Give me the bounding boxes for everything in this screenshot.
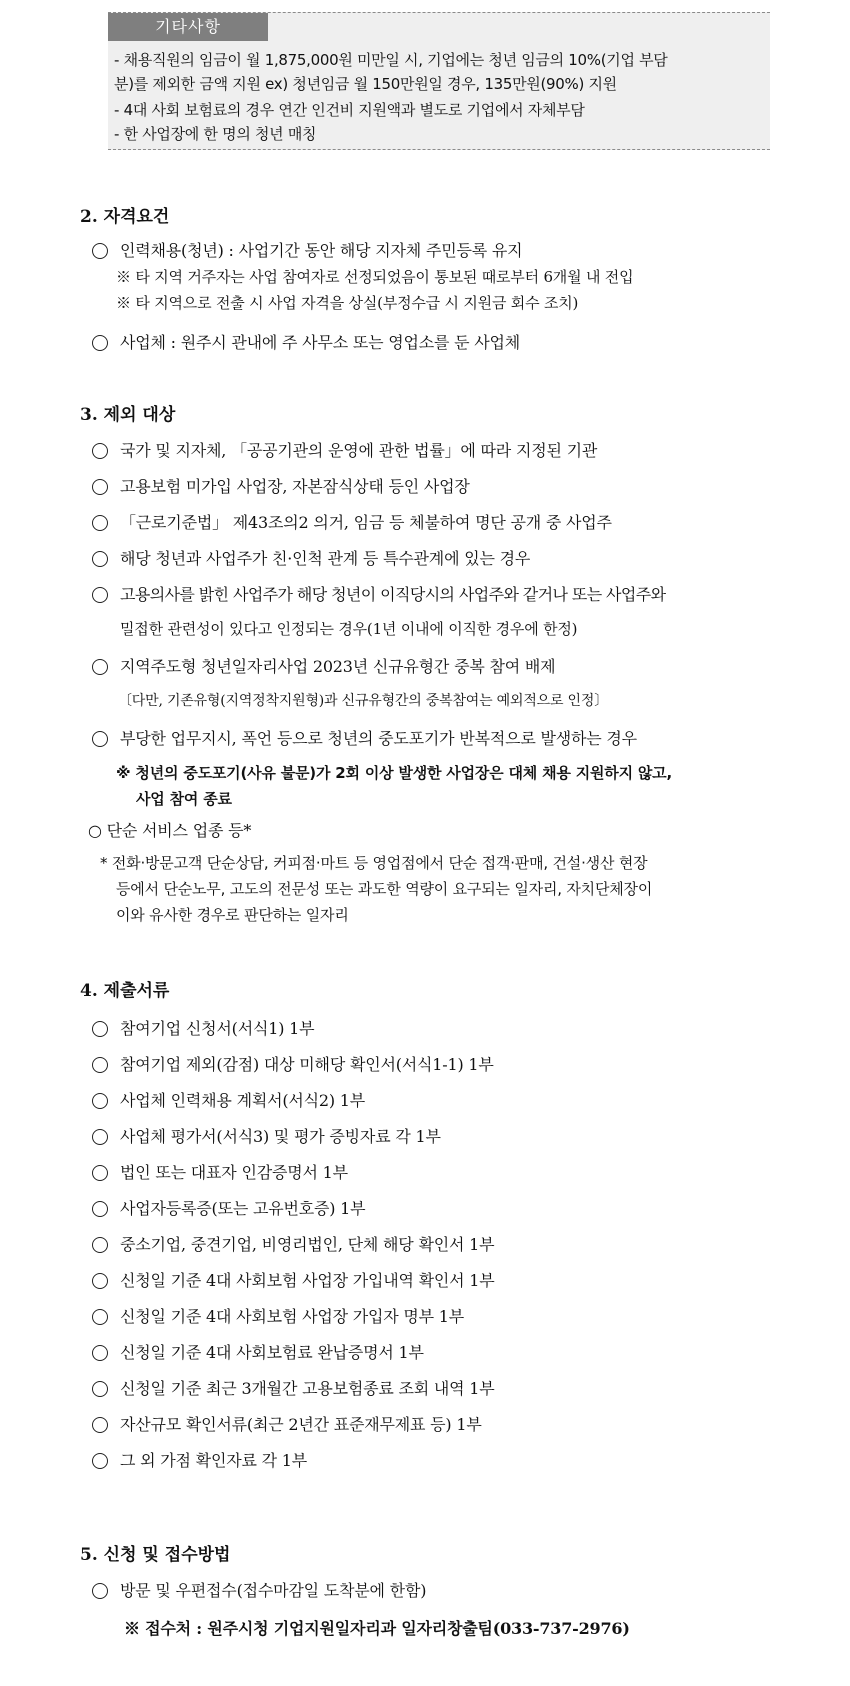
list-item: 해당 청년과 사업주가 친·인척 관계 등 특수관계에 있는 경우 [92,546,530,569]
section-title-exclusions: 3. 제외 대상 [80,405,176,425]
list-item: 국가 및 지자체, 「공공기관의 운영에 관한 법률」에 따라 지정된 기관 [92,438,597,461]
circle-bullet-icon [92,1129,108,1145]
circle-bullet-icon [92,551,108,567]
footnote-text: 이와 유사한 경우로 판단하는 일자리 [116,906,349,924]
list-item: 사업체 : 원주시 관내에 주 사무소 또는 영업소를 둔 사업체 [92,330,520,353]
circle-bullet-icon [92,1165,108,1181]
circle-bullet-icon [92,479,108,495]
footnote-text: 등에서 단순노무, 고도의 전문성 또는 과도한 역량이 요구되는 일자리, 자치단체장이 [116,880,653,898]
contact-info: ※ 접수처 : 원주시청 기업지원일자리과 일자리창출팀(033-737-2976) [124,1619,630,1638]
list-item: 신청일 기준 4대 사회보험료 완납증명서 1부 [92,1340,424,1363]
circle-bullet-icon [92,1417,108,1433]
note-line: 분)를 제외한 금액 지원 ex) 청년임금 월 150만원일 경우, 135만원(90%) 지원 [114,75,617,93]
list-item: 사업체 인력채용 계획서(서식2) 1부 [92,1088,365,1111]
circle-bullet-icon [92,335,108,351]
list-item: 인력채용(청년) : 사업기간 동안 해당 지자체 주민등록 유지 [92,238,522,261]
list-item: 방문 및 우편접수(접수마감일 도착분에 한함) [92,1578,426,1601]
circle-bullet-icon [92,1273,108,1289]
circle-bullet-icon [92,1583,108,1599]
list-item: 신청일 기준 4대 사회보험 사업장 가입자 명부 1부 [92,1304,464,1327]
warning-text: ※ 청년의 중도포기(사유 불문)가 2회 이상 발생한 사업장은 대체 채용 지원하지 않고, [116,764,672,782]
list-item: 법인 또는 대표자 인감증명서 1부 [92,1160,348,1183]
list-item: 고용의사를 밝힌 사업주가 해당 청년이 이직당시의 사업주와 같거나 또는 사업주와 [92,582,665,605]
circle-bullet-icon [92,1381,108,1397]
list-item: 참여기업 신청서(서식1) 1부 [92,1016,314,1039]
circle-bullet-icon [92,1345,108,1361]
notes-tab-label: 기타사항 [108,13,268,41]
notes-box [108,12,770,150]
list-item: 참여기업 제외(감점) 대상 미해당 확인서(서식1-1) 1부 [92,1052,494,1075]
circle-bullet-icon [92,1309,108,1325]
note-text: ※ 타 지역으로 전출 시 사업 자격을 상실(부정수급 시 지원금 회수 조치) [116,294,579,312]
circle-bullet-icon [92,1093,108,1109]
circle-bullet-icon [92,587,108,603]
list-item-continuation: 밀접한 관련성이 있다고 인정되는 경우(1년 이내에 이직한 경우에 한정) [120,620,578,638]
note-text: ※ 타 지역 거주자는 사업 참여자로 선정되었음이 통보된 때로부터 6개월 내 전입 [116,268,634,286]
note-line: - 채용직원의 임금이 월 1,875,000원 미만일 시, 기업에는 청년 임금의 10%(기업 부담 [114,51,668,69]
section-title-qualifications: 2. 자격요건 [80,207,170,227]
circle-bullet-icon [92,515,108,531]
list-item: 중소기업, 중견기업, 비영리법인, 단체 해당 확인서 1부 [92,1232,494,1255]
list-item: 신청일 기준 최근 3개월간 고용보험종료 조회 내역 1부 [92,1376,495,1399]
list-item: 그 외 가점 확인자료 각 1부 [92,1448,307,1471]
circle-bullet-icon [92,1021,108,1037]
list-item: ○ 단순 서비스 업종 등* [88,821,252,840]
list-item-continuation: 〔다만, 기존유형(지역정착지원형)과 신규유형간의 중복참여는 예외적으로 인정〕 [118,693,608,709]
circle-bullet-icon [92,443,108,459]
list-item: 자산규모 확인서류(최근 2년간 표준재무제표 등) 1부 [92,1412,482,1435]
note-line: - 한 사업장에 한 명의 청년 매칭 [114,125,317,143]
list-item: 사업체 평가서(서식3) 및 평가 증빙자료 각 1부 [92,1124,441,1147]
footnote-text: * 전화·방문고객 단순상담, 커피점·마트 등 영업점에서 단순 접객·판매, 건설·생산 현장 [100,854,648,872]
section-title-documents: 4. 제출서류 [80,981,170,1001]
circle-bullet-icon [92,1201,108,1217]
circle-bullet-icon [92,659,108,675]
list-item: 고용보험 미가입 사업장, 자본잠식상태 등인 사업장 [92,474,470,497]
list-item: 지역주도형 청년일자리사업 2023년 신규유형간 중복 참여 배제 [92,654,555,677]
note-line: - 4대 사회 보험료의 경우 연간 인건비 지원액과 별도로 기업에서 자체부담 [114,101,585,119]
circle-bullet-icon [92,1453,108,1469]
section-title-application: 5. 신청 및 접수방법 [80,1545,231,1565]
list-item: 부당한 업무지시, 폭언 등으로 청년의 중도포기가 반복적으로 발생하는 경우 [92,726,637,749]
circle-bullet-icon [92,1057,108,1073]
circle-bullet-icon [92,731,108,747]
circle-bullet-icon [92,243,108,259]
circle-bullet-icon [92,1237,108,1253]
list-item: 신청일 기준 4대 사회보험 사업장 가입내역 확인서 1부 [92,1268,495,1291]
list-item: 사업자등록증(또는 고유번호증) 1부 [92,1196,365,1219]
warning-text: 사업 참여 종료 [136,790,232,808]
list-item: 「근로기준법」 제43조의2 의거, 임금 등 체불하여 명단 공개 중 사업주 [92,510,612,533]
